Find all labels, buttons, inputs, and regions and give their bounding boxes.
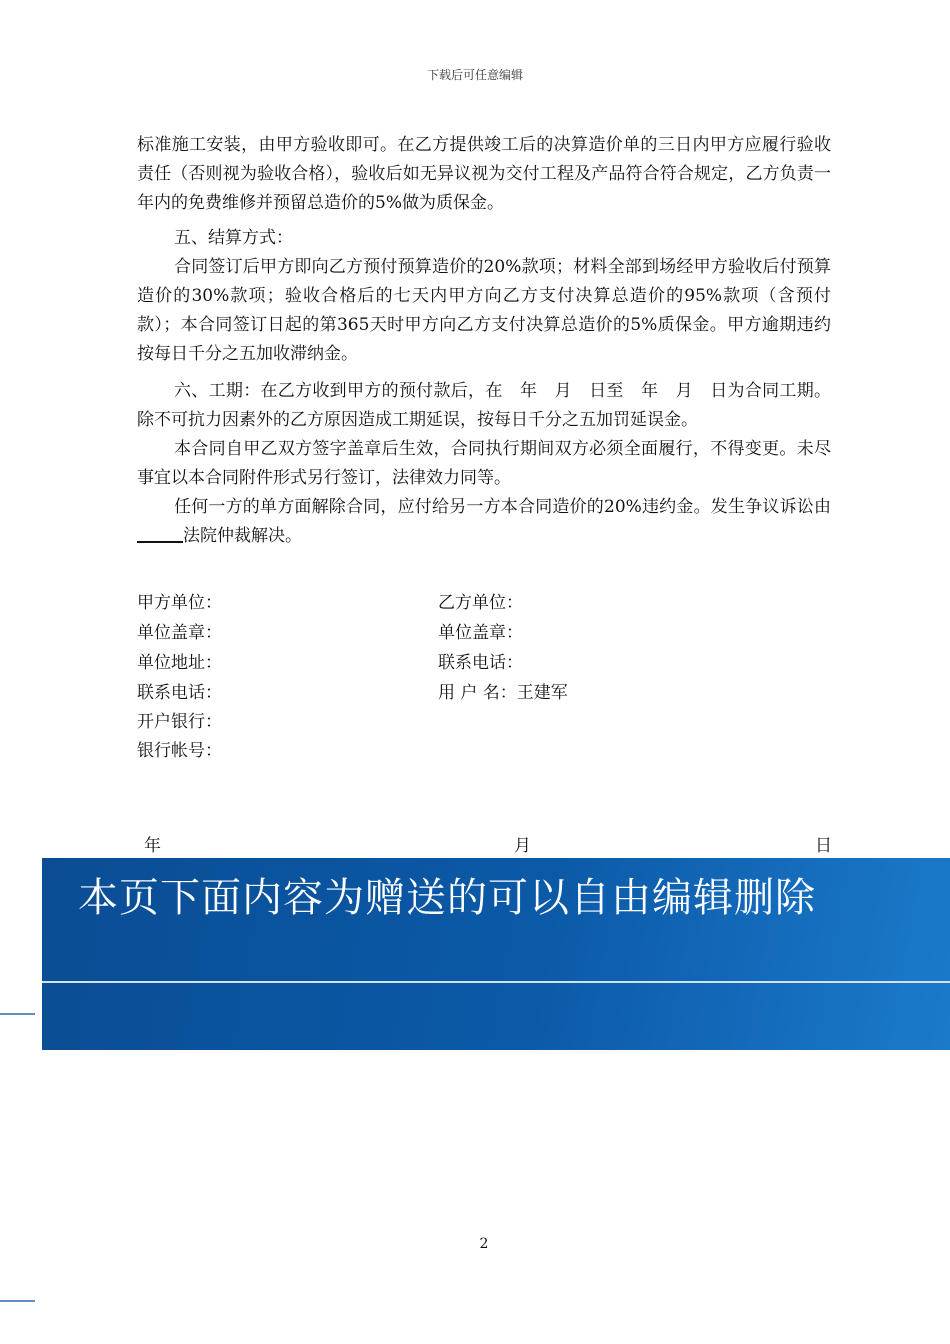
banner-divider [42, 981, 950, 983]
party-a-bank: 开户银行： [137, 712, 222, 732]
paragraph-effect: 本合同自甲乙双方签字盖章后生效，合同执行期间双方必须全面履行，不得变更。未尽事宜以本合同附件形式另行签订，法律效力同等。 [137, 439, 831, 488]
party-b-phone: 联系电话： [438, 653, 523, 673]
date-month: 月 [514, 836, 531, 856]
page-header: 下载后可任意编辑 [426, 68, 523, 82]
court-blank [137, 523, 183, 543]
section-heading-settlement: 五、结算方式： [174, 228, 293, 248]
party-a-seal: 单位盖章： [137, 623, 222, 643]
party-b-seal: 单位盖章： [438, 623, 523, 643]
promo-banner [42, 858, 950, 1050]
breach-text-end: 法院仲裁解决。 [183, 526, 302, 546]
left-edge-line-top [0, 1013, 35, 1015]
date-year: 年 [144, 836, 161, 856]
party-a-unit: 甲方单位： [137, 593, 222, 613]
party-b-username: 用 户 名：王建军 [438, 683, 568, 703]
party-b-unit: 乙方单位： [438, 593, 523, 613]
party-a-phone: 联系电话： [137, 683, 222, 703]
left-edge-line-bottom [0, 1300, 35, 1302]
date-day: 日 [815, 836, 832, 856]
paragraph-acceptance: 标准施工安装，由甲方验收即可。在乙方提供竣工后的决算造价单的三日内甲方应履行验收责任（否则视为验收合格），验收后如无异议视为交付工程及产品符合符合规定，乙方负责一年内的免费维修并预留总造价的5%做为质保金。 [137, 135, 831, 213]
paragraph-breach [137, 493, 831, 551]
party-a-account: 银行帐号： [137, 741, 222, 761]
page-number: 2 [479, 1236, 489, 1252]
party-a-address: 单位地址： [137, 653, 222, 673]
breach-text: 任何一方的单方面解除合同，应付给另一方本合同造价的20%违约金。发生争议诉讼由 [174, 497, 831, 517]
paragraph-duration: 六、工期：在乙方收到甲方的预付款后，在 年 月 日至 年 月 日为合同工期。除不可抗力因素外的乙方原因造成工期延误，按每日千分之五加罚延误金。 [137, 381, 831, 430]
banner-title: 本页下面内容为赠送的可以自由编辑删除 [78, 875, 816, 921]
paragraph-settlement: 合同签订后甲方即向乙方预付预算造价的20%款项；材料全部到场经甲方验收后付预算造价的30%款项；验收合格后的七天内甲方向乙方支付决算总造价的95%款项（含预付款）；本合同签订日起的第365天时甲方向乙方支付决算总造价的5%质保金。甲方逾期违约按每日千分之五加收滞纳金。 [137, 257, 831, 364]
